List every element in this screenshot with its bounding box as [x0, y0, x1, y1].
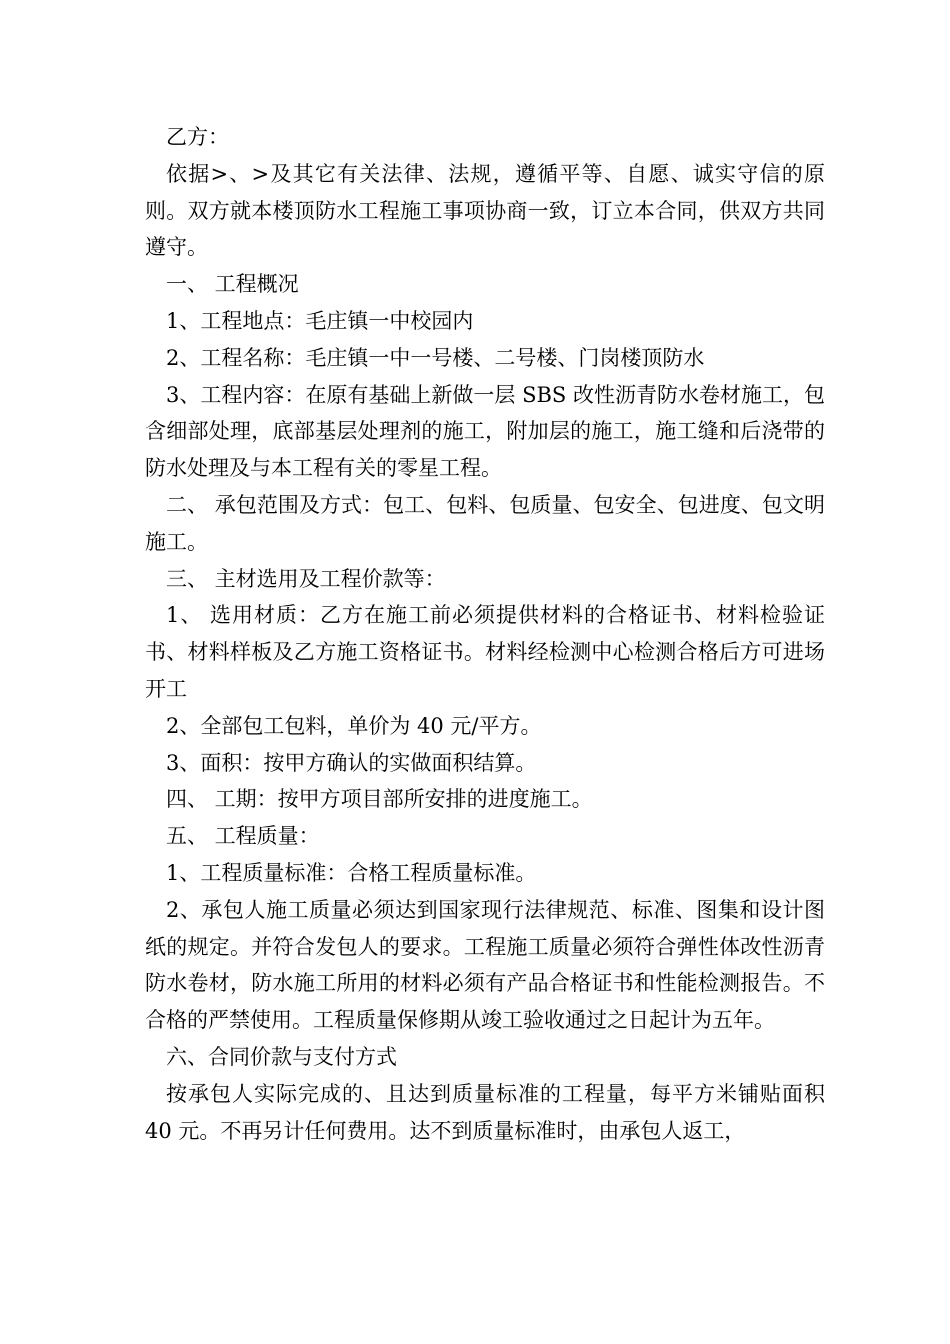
section-heading-overview: 一、 工程概况	[166, 272, 299, 297]
section-schedule: 四、 工期：按甲方项目部所安排的进度施工。	[166, 787, 593, 812]
section-scope: 二、 承包范围及方式：包工、包料、包质量、包安全、包进度、包文明施工。	[145, 492, 825, 554]
materials-item-1: 1、 选用材质：乙方在施工前必须提供材料的合格证书、材料检验证书、材料样板及乙方施工资格证书。材料经检测中心检测合格后方可进场开工	[145, 603, 825, 701]
payment-paragraph: 按承包人实际完成的、且达到质量标准的工程量，每平方米铺贴面积 40 元。不再另计任何费用。达不到质量标准时，由承包人返工，	[145, 1081, 825, 1143]
materials-item-2: 2、全部包工包料，单价为 40 元/平方。	[166, 713, 542, 738]
document-body	[145, 119, 825, 1149]
overview-name: 2、工程名称：毛庄镇一中一号楼、二号楼、门岗楼顶防水	[166, 345, 705, 370]
overview-content: 3、工程内容：在原有基础上新做一层 SBS 改性沥青防水卷材施工，包含细部处理，底部基层处理剂的施工，附加层的施工，施工缝和后浇带的防水处理及与本工程有关的零星工程。	[145, 382, 825, 481]
overview-location: 1、工程地点：毛庄镇一中校园内	[166, 308, 474, 333]
quality-item-2: 2、承包人施工质量必须达到国家现行法律规范、标准、图集和设计图纸的规定。并符合发包人的要求。工程施工质量必须符合弹性体改性沥青防水卷材，防水施工所用的材料必须有产品合格证书和性能检测报告。不合格的严禁使用。工程质量保修期从竣工验收通过之日起计为五年。	[145, 897, 825, 1033]
section-heading-materials: 三、 主材选用及工程价款等：	[166, 566, 446, 591]
preamble-paragraph: 依据>、>及其它有关法律、法规，遵循平等、自愿、诚实守信的原则。双方就本楼顶防水工程施工事项协商一致，订立本合同，供双方共同遵守。	[145, 161, 825, 260]
section-heading-quality: 五、 工程质量：	[166, 824, 320, 849]
materials-item-3: 3、面积：按甲方确认的实做面积结算。	[166, 750, 537, 775]
quality-item-1: 1、工程质量标准：合格工程质量标准。	[166, 860, 537, 885]
party-b-label: 乙方：	[166, 125, 229, 149]
section-heading-payment: 六、合同价款与支付方式	[166, 1044, 397, 1069]
